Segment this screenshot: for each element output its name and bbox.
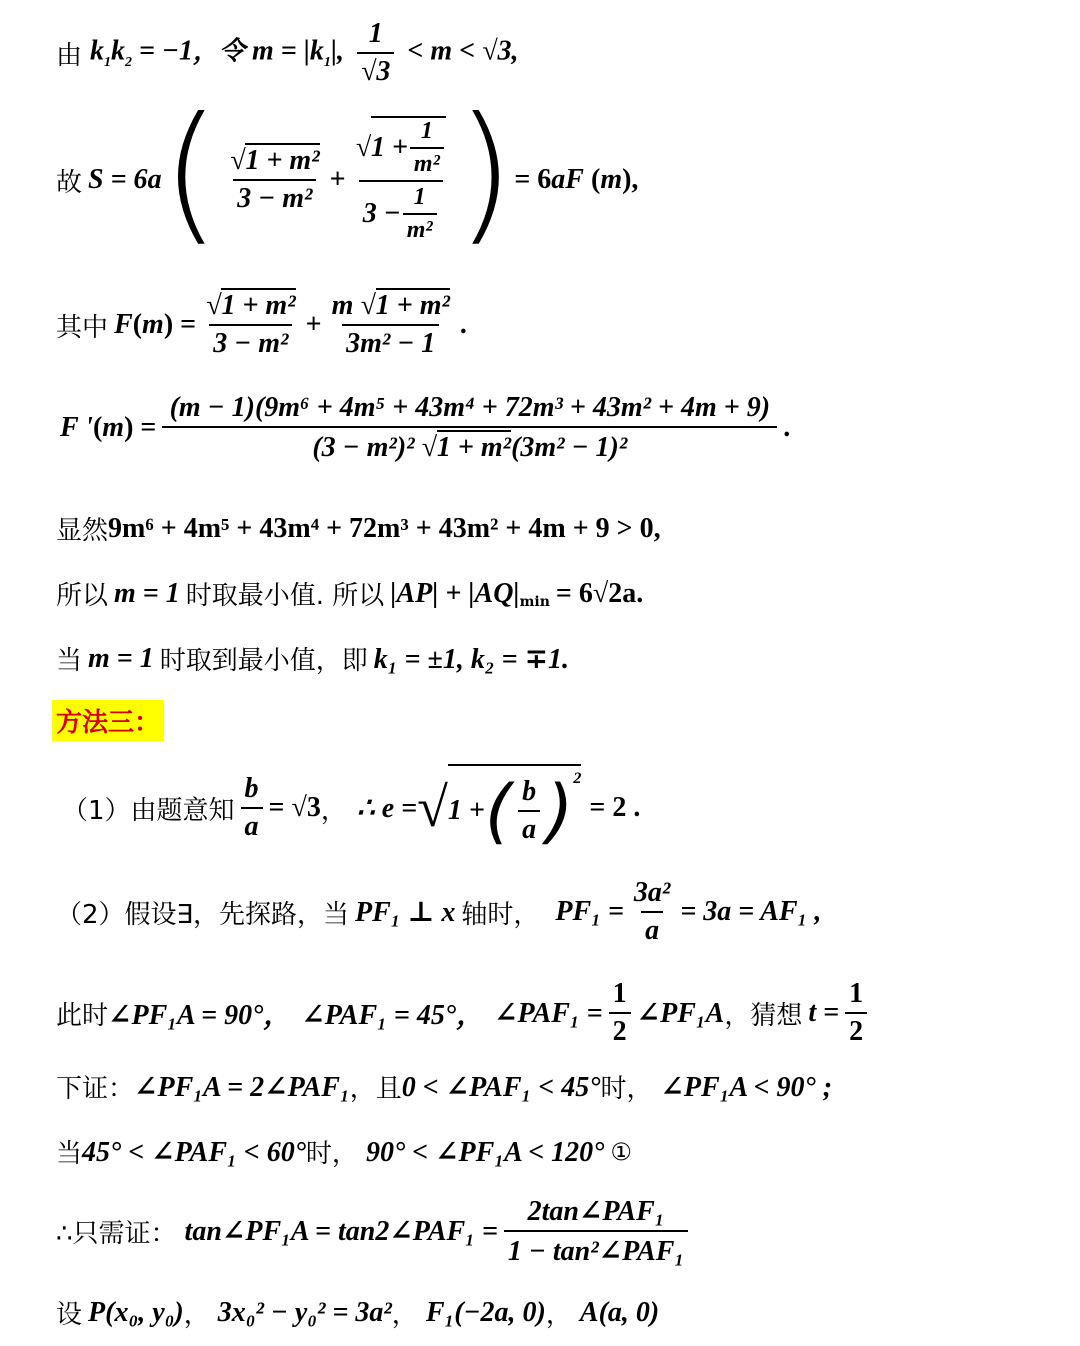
text: ，猜想 — [724, 1000, 803, 1031]
formula: 0 < ∠PAF₁ < 45° — [401, 1071, 601, 1103]
text: ， — [545, 1300, 572, 1330]
formula: ∠PF₁A = 2∠PAF₁ — [134, 1071, 350, 1103]
formula: m = 1 — [88, 642, 154, 674]
text: 设 — [56, 1300, 83, 1330]
line-10: 此时 ∠PF₁A = 90°， ∠PAF₁ = 45°， ∠PAF₁ = $\frac{1}{2}$ ∠PF₁A ，猜想 t = $\frac{1}{2}$ — [56, 978, 873, 1048]
formula: = 6√2a. — [555, 577, 644, 609]
text: 时取最小值. 所以 — [185, 581, 385, 611]
text: 故 — [56, 167, 83, 198]
formula: 9m⁶ + 4m⁵ + 43m⁴ + 72m³ + 43m² + 4m + 9 > 0, — [108, 512, 661, 544]
text: （2）假设∃，先探路，当 — [56, 899, 349, 930]
line-12 — [56, 1133, 632, 1170]
line-1 — [56, 18, 518, 88]
formula: 3x₀² − y₀² = 3a² — [217, 1296, 392, 1328]
text: 当 — [56, 646, 83, 676]
text: 时， — [600, 1074, 653, 1104]
line-13: ∴只需证： tan∠PF₁A = tan2∠PAF₁ = $\frac{\text{2tan∠PAF₁}}{\text{1 − tan²∠PAF₁}}$ — [56, 1196, 694, 1266]
formula: m = 1 — [114, 577, 180, 609]
formula: 90° < ∠PF₁A < 120° — [365, 1136, 605, 1168]
formula: |AP| + |AQ| — [390, 577, 520, 609]
text: 轴时， — [461, 899, 540, 930]
text: 下证： — [56, 1074, 135, 1104]
heading-text: 方法三： — [52, 700, 164, 741]
formula: A(a, 0) — [579, 1296, 660, 1328]
text: ， — [320, 795, 347, 826]
text: ，且 — [349, 1074, 402, 1104]
text: 时取到最小值，即 — [159, 646, 368, 676]
formula: F₁(−2a, 0) — [425, 1296, 546, 1328]
text: 此时 — [56, 1000, 109, 1031]
text: 所以 — [56, 581, 109, 611]
line-8: （1）由题意知 $\frac{b}{a}$ = √3 ， ∴ e = √ 1 + ( $\frac{b}{a}$ ) $^2$ = 2 . — [62, 768, 640, 848]
line-5 — [56, 510, 661, 547]
line-4: F ' (m) = $\frac{\text{(m − 1)(9m⁶ + 4m⁵ + 43m⁴ + 72m³ + 43m² + 4m + 9)}}{\text{(3 − m²)² √1 + m²(3m² − 1)²}}$ . — [60, 392, 791, 463]
line-14 — [56, 1294, 659, 1331]
line-11 — [56, 1068, 832, 1105]
section-heading — [52, 700, 164, 741]
text: ∴只需证： — [56, 1218, 177, 1249]
text: 当 — [56, 1139, 83, 1169]
subscript: min — [519, 594, 550, 610]
line-7 — [56, 640, 569, 677]
text: （1）由题意知 — [62, 795, 235, 826]
formula: P(x₀, y₀) — [88, 1296, 184, 1328]
text: 显然 — [56, 516, 109, 546]
formula: k₁ = ±1, k₂ = ∓1. — [373, 643, 570, 675]
circled-number: ① — [610, 1137, 632, 1166]
text: ， — [183, 1300, 210, 1330]
line-9: （2）假设∃，先探路，当 PF₁ ⊥ x 轴时， PF₁ = $\frac{\text{3a²}}{a}$ = 3a = AF₁ , — [56, 877, 822, 946]
text: 由 — [56, 40, 83, 71]
formula: 45° < ∠PAF₁ < 60° — [82, 1136, 306, 1168]
text: ， — [391, 1300, 418, 1330]
formula: ∠PF₁A < 90° ; — [660, 1071, 833, 1103]
formula: PF₁ ⊥ x — [354, 897, 456, 928]
line-3: 其中 F (m) = $\frac{\text{√1 + m²}}{\text{3 − m²}}$ + $\frac{\text{m √1 + m²}}{\text{3m² − 1}}$ . — [56, 290, 467, 359]
formula: $k_1k_2 = -1$，令 $m = |k_1|$, $\frac{1}{√3}$ < m < √3, — [90, 18, 519, 87]
text: 其中 — [56, 312, 109, 343]
line-2: 故 S = 6a ( $\frac{\text{√1 + m²}}{\text{3 − m²}}$ + √1 + $\frac{1}{\text{m²}}$ 3 − $\frac{1}{\text{m²}}$ ) = 6aF (m), — [56, 86, 639, 260]
line-6 — [56, 575, 643, 612]
text: 时， — [305, 1139, 358, 1169]
